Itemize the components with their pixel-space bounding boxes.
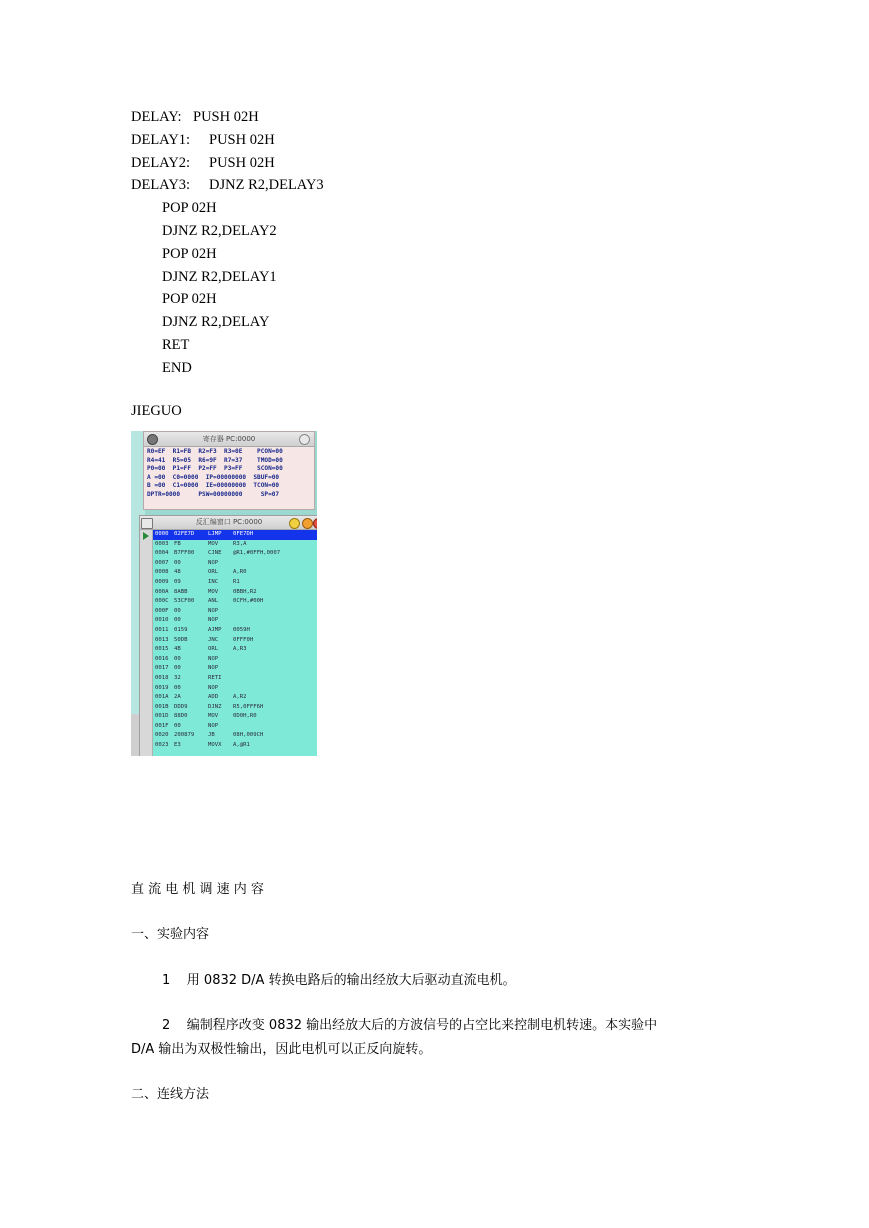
code-line: [131, 176, 324, 194]
code-instruction: POP 02H: [162, 245, 217, 262]
disassembly-row[interactable]: [153, 712, 317, 722]
row-operands: A,R0: [233, 569, 247, 576]
row-operands: R3,A: [233, 540, 247, 547]
row-mnemonic: INC: [208, 578, 219, 585]
row-address: 000F: [155, 607, 169, 614]
row-opcode-bytes: E3: [174, 742, 181, 749]
app-icon: [147, 434, 158, 445]
disassembly-row[interactable]: [153, 597, 317, 607]
row-opcode-bytes: 00: [174, 722, 181, 729]
row-opcode-bytes: 2A: [174, 694, 181, 701]
disassembly-row[interactable]: [153, 674, 317, 684]
row-operands: 08H,009CH: [233, 732, 264, 739]
row-opcode-bytes: FB: [174, 540, 181, 547]
row-address: 0013: [155, 636, 169, 643]
code-line: [162, 245, 217, 263]
disassembly-gutter: [140, 530, 153, 756]
row-address: 0020: [155, 732, 169, 739]
disassembly-row[interactable]: [153, 684, 317, 694]
code-instruction: END: [162, 359, 192, 376]
code-instruction: RET: [162, 337, 190, 353]
row-mnemonic: MOV: [208, 588, 219, 595]
row-operands: 0D0H,R0: [233, 713, 257, 720]
heading-2: 二、连线方法: [131, 1087, 210, 1102]
row-address: 001F: [155, 722, 169, 729]
row-mnemonic: RETI: [208, 674, 222, 681]
code-line: [162, 268, 277, 286]
row-address: 0010: [155, 617, 169, 624]
disassembly-rows: [153, 530, 317, 751]
code-line: [162, 313, 269, 331]
register-window-titlebar: [144, 432, 314, 447]
code-label: DELAY1:: [131, 131, 191, 148]
row-address: 0007: [155, 559, 169, 566]
row-opcode-bytes: 4B: [174, 646, 181, 653]
row-operands: 0BBH,R2: [233, 588, 257, 595]
window-icon: [141, 518, 153, 529]
row-mnemonic: NOP: [208, 559, 219, 566]
row-operands: R5,0FFF6H: [233, 703, 264, 710]
disassembly-row[interactable]: [153, 540, 317, 550]
row-mnemonic: NOP: [208, 617, 219, 624]
code-instruction: DJNZ R2,DELAY: [162, 314, 270, 331]
code-line: [162, 290, 217, 308]
disassembly-window-titlebar: [140, 516, 317, 530]
simulator-screenshot: [131, 431, 317, 756]
row-mnemonic: ANL: [208, 598, 219, 605]
row-address: 0023: [155, 742, 169, 749]
maximize-icon[interactable]: [302, 518, 313, 529]
disassembly-row[interactable]: [153, 588, 317, 598]
row-address: 0019: [155, 684, 169, 691]
row-operands: A,@R1: [233, 742, 250, 749]
row-mnemonic: LJMP: [208, 531, 222, 537]
paragraph-1: 1 用 0832 D/A 转换电路后的输出经放大后驱动直流电机。: [162, 973, 516, 988]
disassembly-row[interactable]: [153, 616, 317, 626]
register-line: R4=41 R5=05 R6=9F R7=37 TMOD=00: [147, 456, 283, 464]
row-mnemonic: CJNE: [208, 550, 222, 557]
row-opcode-bytes: 8ABB: [174, 588, 188, 595]
row-opcode-bytes: 00: [174, 559, 181, 566]
row-operands: 0CFH,#00H: [233, 598, 264, 605]
disassembly-row[interactable]: [153, 693, 317, 703]
code-label: DELAY:: [131, 109, 182, 125]
section-title: 直 流 电 机 调 速 内 容: [131, 882, 264, 897]
register-line: A =00 C0=0000 IP=00000000 SBUF=00: [147, 473, 280, 481]
row-mnemonic: JNC: [208, 636, 219, 643]
row-mnemonic: JB: [208, 732, 215, 739]
row-address: 0018: [155, 674, 169, 681]
row-opcode-bytes: 00: [174, 607, 181, 614]
row-opcode-bytes: 00: [174, 617, 181, 624]
row-opcode-bytes: 00: [174, 665, 181, 672]
row-operands: A,R2: [233, 694, 247, 701]
row-address: 0015: [155, 646, 169, 653]
disassembly-row[interactable]: [153, 549, 317, 559]
row-address: 0003: [155, 540, 169, 547]
row-mnemonic: ORL: [208, 569, 219, 576]
row-opcode-bytes: 200879: [174, 732, 195, 739]
code-instruction: PUSH 02H: [209, 131, 275, 148]
code-line: [162, 222, 277, 240]
row-opcode-bytes: 00: [174, 684, 181, 691]
disassembly-row[interactable]: [153, 731, 317, 741]
disassembly-row[interactable]: [153, 703, 317, 713]
current-pc-arrow-icon: [141, 531, 151, 541]
disassembly-row[interactable]: [153, 568, 317, 578]
row-mnemonic: MOV: [208, 713, 219, 720]
row-mnemonic: DJNZ: [208, 703, 222, 710]
close-icon[interactable]: [313, 518, 317, 529]
disassembly-row[interactable]: [153, 626, 317, 636]
row-address: 000C: [155, 598, 169, 605]
row-operands: 0059H: [233, 626, 250, 633]
disassembly-window-title: 反汇编窗口 PC:0000: [195, 518, 263, 526]
row-opcode-bytes: 09: [174, 578, 181, 585]
row-mnemonic: NOP: [208, 665, 219, 672]
row-mnemonic: ORL: [208, 646, 219, 653]
code-line: [162, 359, 192, 377]
row-operands: R1: [233, 578, 240, 585]
row-address: 001A: [155, 694, 169, 701]
row-mnemonic: AJMP: [208, 626, 222, 633]
code-instruction: PUSH 02H: [209, 154, 275, 171]
row-opcode-bytes: B7FF00: [174, 550, 195, 557]
code-line: [162, 336, 189, 354]
code-label: DELAY2:: [131, 154, 191, 171]
code-instruction: PUSH 02H: [193, 109, 259, 125]
row-opcode-bytes: 48: [174, 569, 181, 576]
row-operands: @R1,#0FFH,0007: [233, 550, 281, 557]
row-address: 0000: [155, 531, 169, 537]
row-address: 0011: [155, 626, 169, 633]
register-line: P0=00 P1=FF P2=FF P3=FF SCON=00: [147, 465, 283, 472]
disassembly-row[interactable]: [153, 741, 317, 751]
row-address: 001B: [155, 703, 169, 710]
row-opcode-bytes: 32: [174, 674, 181, 681]
row-opcode-bytes: 50DB: [174, 636, 188, 643]
disassembly-row[interactable]: [153, 559, 317, 569]
row-address: 000A: [155, 588, 169, 595]
disassembly-window: [139, 515, 317, 756]
register-values: [144, 447, 314, 500]
disassembly-row[interactable]: [153, 645, 317, 655]
code-label: DELAY3:: [131, 177, 191, 194]
row-mnemonic: NOP: [208, 722, 219, 729]
row-address: 0004: [155, 550, 169, 557]
heading-1: 一、实验内容: [131, 927, 210, 942]
register-window: [143, 431, 315, 510]
row-opcode-bytes: 02FE7D: [174, 531, 195, 537]
window-close-icon[interactable]: [299, 434, 310, 445]
paragraph-2-line-1: 2 编制程序改变 0832 输出经放大后的方波信号的占空比来控制电机转速。本实验中: [162, 1018, 658, 1033]
code-instruction: DJNZ R2,DELAY3: [209, 177, 324, 194]
paragraph-2-line-2: D/A 输出为双极性输出，因此电机可以正反向旋转。: [131, 1042, 432, 1057]
row-opcode-bytes: 88D0: [174, 713, 188, 720]
result-label: JIEGUO: [131, 403, 182, 419]
code-instruction: DJNZ R2,DELAY1: [162, 268, 277, 285]
row-mnemonic: NOP: [208, 684, 219, 691]
disassembly-row[interactable]: [153, 636, 317, 646]
code-instruction: POP 02H: [162, 291, 217, 308]
disassembly-row[interactable]: [153, 722, 317, 732]
row-mnemonic: MOVX: [208, 742, 222, 749]
row-mnemonic: ADD: [208, 694, 219, 701]
code-line: [131, 108, 259, 126]
code-line: [131, 154, 275, 172]
minimize-icon[interactable]: [289, 518, 300, 529]
disassembly-row[interactable]: [153, 530, 317, 540]
disassembly-row[interactable]: [153, 578, 317, 588]
code-line: [162, 199, 217, 217]
row-address: 0008: [155, 569, 169, 576]
row-opcode-bytes: 0159: [174, 626, 188, 633]
row-address: 001D: [155, 713, 169, 720]
row-operands: A,R3: [233, 646, 247, 653]
register-window-title: 寄存器 PC:0000: [202, 435, 256, 443]
row-address: 0016: [155, 655, 169, 662]
code-line: [131, 131, 275, 149]
disassembly-row[interactable]: [153, 607, 317, 617]
row-mnemonic: MOV: [208, 540, 219, 547]
code-instruction: POP 02H: [162, 200, 217, 217]
code-instruction: DJNZ R2,DELAY2: [162, 223, 277, 239]
row-mnemonic: NOP: [208, 607, 219, 614]
disassembly-row[interactable]: [153, 664, 317, 674]
disassembly-row[interactable]: [153, 655, 317, 665]
row-opcode-bytes: 53CF00: [174, 598, 195, 605]
row-operands: 0FFF0H: [233, 636, 254, 643]
row-opcode-bytes: 00: [174, 655, 181, 662]
row-opcode-bytes: DDD9: [174, 703, 188, 710]
row-mnemonic: NOP: [208, 655, 219, 662]
row-address: 0017: [155, 665, 169, 672]
row-address: 0009: [155, 578, 169, 585]
register-line: B =00 C1=0000 IE=00000000 TCON=00: [147, 482, 280, 489]
register-line: DPTR=0000 PSW=00000000 SP=07: [147, 490, 280, 498]
row-operands: 0FE7DH: [233, 531, 254, 537]
register-line: R0=EF R1=FB R2=F3 R3=0E PCON=00: [147, 448, 283, 455]
